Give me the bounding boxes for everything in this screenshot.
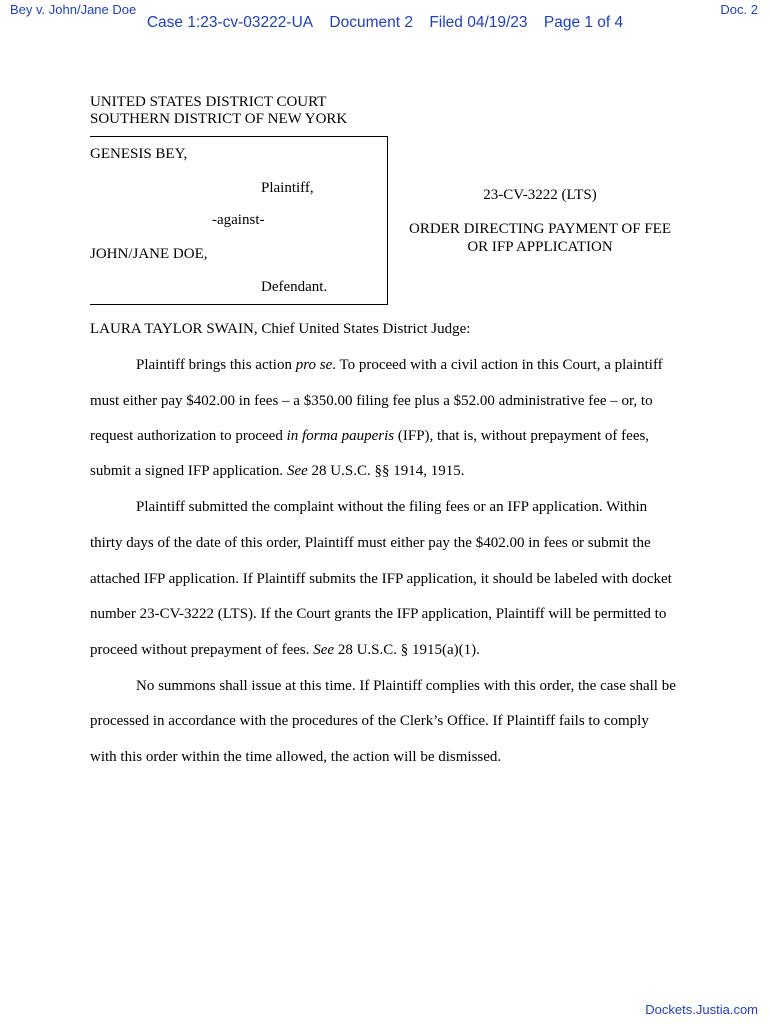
p3-line2: processed in accordance with the procedures of the Clerk’s Office. If Plaintiff fails to comply [90, 713, 649, 729]
defendant-role: Defendant. [261, 279, 328, 295]
stamp-document: Document 2 [329, 14, 413, 31]
p2-line1: Plaintiff submitted the complaint without the filing fees or an IFP application. Within [136, 499, 648, 515]
order-title-line1: ORDER DIRECTING PAYMENT OF FEE [409, 221, 671, 237]
p1-line1: Plaintiff brings this action pro se. To proceed with a civil action in this Court, a plaintiff [136, 357, 663, 373]
order-title [400, 220, 680, 256]
p2-line2: thirty days of the date of this order, Plaintiff must either pay the $402.00 in fees or submit the [90, 535, 651, 551]
court-name: UNITED STATES DISTRICT COURT [90, 94, 327, 110]
order-title-line2: OR IFP APPLICATION [467, 239, 613, 255]
doc-number-link[interactable]: Doc. 2 [720, 2, 758, 17]
p3-line1: No summons shall issue at this time. If Plaintiff complies with this order, the case shall be [136, 678, 676, 694]
stamp-filed: Filed 04/19/23 [429, 14, 528, 31]
filing-stamp [0, 14, 770, 32]
justia-link[interactable]: Dockets.Justia.com [645, 1002, 758, 1017]
p3-line3: with this order within the time allowed, the action will be dismissed. [90, 749, 502, 765]
p2-line3: attached IFP application. If Plaintiff submits the IFP application, it should be labeled with docket [90, 571, 672, 587]
court-heading [90, 94, 347, 128]
plaintiff-name: GENESIS BEY, [90, 146, 188, 162]
p1-line4: submit a signed IFP application. See 28 U.S.C. §§ 1914, 1915. [90, 463, 465, 479]
defendant-name: JOHN/JANE DOE, [90, 246, 208, 262]
case-title-link[interactable]: Bey v. John/Jane Doe [10, 2, 137, 17]
stamp-case: Case 1:23-cv-03222-UA [146, 14, 314, 31]
case-number: 23-CV-3222 (LTS) [483, 187, 597, 203]
stamp-page: Page 1 of 4 [543, 14, 624, 31]
court-district: SOUTHERN DISTRICT OF NEW YORK [90, 111, 348, 127]
against-label: -against- [212, 212, 265, 228]
p1-line3: request authorization to proceed in forma pauperis (IFP), that is, without prepayment of fees, [90, 428, 650, 444]
p2-line4: number 23-CV-3222 (LTS). If the Court grants the IFP application, Plaintiff will be permitted to [90, 606, 667, 622]
judge-line: LAURA TAYLOR SWAIN, Chief United States District Judge: [90, 321, 471, 337]
p1-line2: must either pay $402.00 in fees – a $350.00 filing fee plus a $52.00 administrative fee – or, to [90, 393, 653, 409]
p2-line5: proceed without prepayment of fees. See 28 U.S.C. § 1915(a)(1). [90, 642, 480, 658]
plaintiff-role: Plaintiff, [261, 180, 314, 196]
